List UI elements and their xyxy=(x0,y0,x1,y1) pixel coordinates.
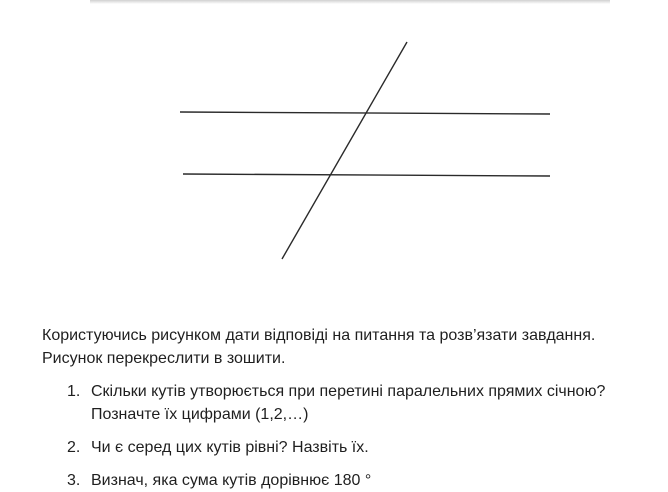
task-text: Скільки кутів утворюється при перетині паралельних прямих січною? Позначте їх цифрами (1,2,…) xyxy=(91,383,606,423)
assignment-text xyxy=(42,324,652,488)
task-item-1 xyxy=(42,380,652,426)
task-text: Чи є серед цих кутів рівні? Назвіть їх. xyxy=(91,439,369,456)
transversal-line xyxy=(282,42,407,259)
task-text: Визнач, яка сума кутів дорівнює 180 ° xyxy=(91,472,372,489)
task-number: 1. xyxy=(67,383,81,400)
parallel-line-bottom xyxy=(183,174,550,176)
task-item-2 xyxy=(42,436,652,459)
task-item-3 xyxy=(42,469,652,489)
task-list xyxy=(42,380,652,489)
intro-paragraph: Користуючись рисунком дати відповіді на питання та розв’язати завдання. Рисунок перекреслити в зошити. xyxy=(42,327,596,367)
task-number: 2. xyxy=(67,439,81,456)
task-number: 3. xyxy=(67,472,81,489)
